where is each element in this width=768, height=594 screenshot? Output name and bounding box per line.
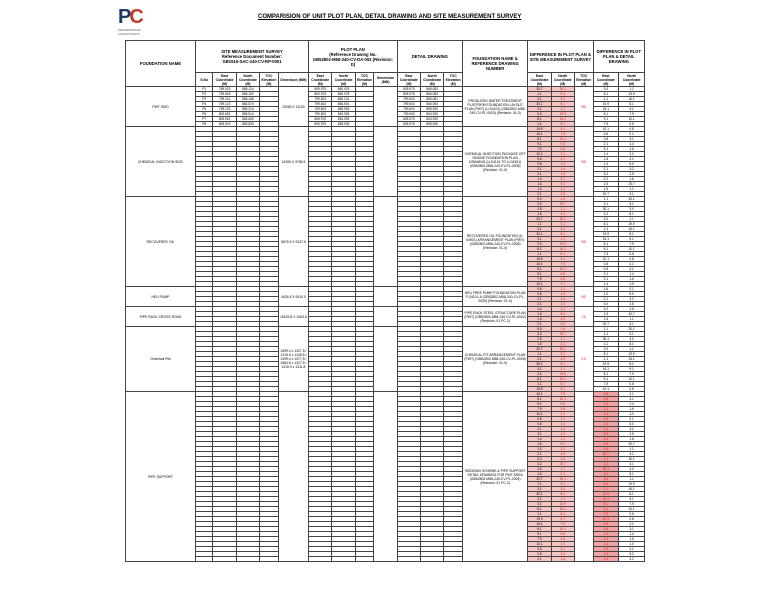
table-row: 0.8 1.4 1.0 5.0 [126, 422, 645, 427]
table-row: 10.1 2.1 1.4 1.0 [126, 412, 645, 417]
diff-detail-header: DIFFERENCE IN PLOT PLAN & DETAIL DRAWING [593, 41, 644, 73]
table-row: 0.6 3.1 1.6 2.1 [126, 417, 645, 422]
toc-diff: BD [574, 197, 593, 287]
foundation-name: RECOVERED OIL [126, 197, 196, 287]
table-row: 3.0 19.9 8.1 7.9 [126, 502, 645, 507]
table-row: 8.1 10.1 0.8 3.1 [126, 397, 645, 402]
table-row: CHEMICAL INJECTION SKID 14265 X 3765.5 CHEMICAL INJECTION PACKAGE OFF SKIDNE FOUNDATION PLAN DRAWING (U-04101 TO U-04301) (GB52802-M58-240-CV-PL-0005) (Revision: 01-0) 19.9 9.1 BD 10.1 0.8 [126, 127, 645, 132]
foundation-name: CHEMICAL INJECTION SKID [126, 127, 196, 197]
table-row: 0.8 1.4 1.0 5.0 [126, 292, 645, 297]
plot-dimension [374, 392, 397, 562]
table-row: 20.7 30.1 3.0 1.1 [126, 477, 645, 482]
table-row: 3.1 1.1 16.1 9.1 [126, 367, 645, 372]
table-row: 2.1 2.5 20.7 3.1 [126, 322, 645, 327]
table-row: 1.6 5.0 2.5 20.7 [126, 312, 645, 317]
table-row: 7.9 0.8 3.1 1.6 [126, 147, 645, 152]
table-row: 30.1 8.1 19.9 8.1 [126, 232, 645, 237]
toc-diff [574, 392, 593, 562]
table-row: 8.1 16.1 9.1 10.1 [126, 507, 645, 512]
site-dimension [278, 392, 308, 562]
toc-diff: BD [574, 287, 593, 307]
foundation-ref: CHEMICAL PIT ARRANGEMENT PLAN (PWT) (GB52802-M58-240-CV-PL-0006) (Revision: 01-0) [462, 327, 527, 392]
table-row: 3.1 1.0 5.0 2.5 [126, 172, 645, 177]
table-row: 5.0 1.6 1.1 30.1 [126, 457, 645, 462]
table-row: 0.6 3.1 1.6 2.1 [126, 157, 645, 162]
table-row: 8.1 10.1 0.8 3.1 [126, 137, 645, 142]
table-row: 10.1 2.1 1.4 1.0 [126, 282, 645, 287]
foundation-ref-header: FOUNDATION NAME & REFERENCE DRAWING NUMBER [462, 41, 527, 87]
foundation-name: PIPE RACK CROSS ROAD [126, 307, 196, 327]
table-row: 2.5 1.1 30.1 3.0 [126, 467, 645, 472]
table-row: 2.1 1.6 2.1 3.2 [126, 297, 645, 302]
site-dimension: 14265 X 3765.5 [278, 127, 308, 197]
toc-diff: 0.0 [574, 327, 593, 392]
table-row: 8.1 16.1 9.1 10.1 [126, 377, 645, 382]
foundation-ref: PIPE RACK STEEL STRUCTURE PLAN (PWT) (GB52802-M58-240-CV-PL-0002) (Revision: 01 PC-2) [462, 307, 527, 327]
table-row: 9.1 0.6 2.1 1.4 [126, 142, 645, 147]
plot-dimension [374, 197, 397, 287]
table-row: 3.1 3.0 1.1 16.1 [126, 357, 645, 362]
foundation-name-header: FOUNDATION NAME [126, 41, 196, 87]
toc-diff: BD [574, 127, 593, 197]
table-row: 3.1 1.0 5.0 2.5 [126, 432, 645, 437]
table-row: 1.1 3.1 8.1 19.9 [126, 352, 645, 357]
toc-diff: BD [574, 87, 593, 127]
table-row: P8 805.943 855.830 805.975 855.925 805.975 855.925 1.1 8.1 7.9 0.6 [126, 122, 645, 127]
table-row: 2.1 2.5 20.7 3.1 [126, 452, 645, 457]
table-row: P2 799.633 858.152 805.975 860.078 805.975 866.083 1.1 3.1 8.1 19.9 [126, 92, 645, 97]
table-row: P3 799.113 858.168 799.603 860.101 799.603 866.081 3.1 3.0 1.1 16.1 [126, 97, 645, 102]
table-row: 3.0 19.9 8.1 7.9 [126, 372, 645, 377]
foundation-ref: SKIDDING SCHEME & PIPE SUPPORT DETAIL DRAWING FOR PWT AREA (GB52802-M58-240-CV-PL-0004) (Revision: 01 PC-2) [462, 392, 527, 562]
site-dimension: 5676.5 X 9137.6 [278, 197, 308, 287]
table-row: 9.1 0.6 2.1 1.4 [126, 532, 645, 537]
table-row: 2.5 1.1 30.1 3.0 [126, 207, 645, 212]
table-row: 1.4 2.1 3.2 1.6 [126, 177, 645, 182]
table-row: 3.1 3.0 1.1 16.1 [126, 227, 645, 232]
table-row: 1.1 3.1 8.1 19.9 [126, 482, 645, 487]
toc-diff: 25 [574, 307, 593, 327]
table-row: 3.1 3.0 1.1 16.1 [126, 487, 645, 492]
table-row: 10.1 2.1 1.4 1.0 [126, 542, 645, 547]
table-row: 2.1 2.5 20.7 3.1 [126, 192, 645, 197]
table-row: 1.4 2.1 3.2 1.6 [126, 437, 645, 442]
site-dimension: 4424.8 X 6410.0 [278, 287, 308, 307]
table-row: 9.1 0.6 2.1 1.4 [126, 402, 645, 407]
foundation-ref: PRODUCED WATER TREATMENT PLATFORM FOUNDATION LAYOUT PLAN (PWT) (U-04101) (GB52802-M58-240-CV-PL-0003) (Revision: 01-0) [462, 87, 527, 127]
diff-site-header: DIFFERENCE IN PLOT PLAN & SITE MEASUREMENT SURVEY [528, 41, 593, 73]
table-row: 1.6 3.1 3.1 8.1 [126, 472, 645, 477]
table-row: 1.6 5.0 2.5 20.7 [126, 182, 645, 187]
table-row: 1.6 5.0 2.5 20.7 [126, 442, 645, 447]
plot-dimension [374, 307, 397, 327]
table-row: 2.1 1.6 2.1 3.2 [126, 167, 645, 172]
table-row: Chemical Pits 1399.4 x 1327.5 / 1315.0 x 1108.8 / 1399.4 x 1377.5 / 1584.6 x 1327.5 / 1315.0 x 1311.8 CHEMICAL PIT ARRANGEMENT PLAN (PWT) (GB52802-M58-240-CV-PL-0006) (Revision: 01-0) 5.0 1.6 0.0 1.1 30.1 [126, 327, 645, 332]
table-row: 2.5 1.1 30.1 3.0 [126, 337, 645, 342]
table-row: 20.7 30.1 3.0 1.1 [126, 347, 645, 352]
plot-plan-header: PLOT PLAN (Reference Drawing No. GB52802-M58-240-CV-DA-002 (Revision: D) [309, 41, 398, 73]
table-row: 3.0 19.9 8.1 7.9 [126, 242, 645, 247]
table-row: 7.9 0.8 3.1 1.6 [126, 277, 645, 282]
table-row: 1.0 3.2 1.6 1.1 [126, 317, 645, 322]
table-row: 7.9 0.8 3.1 1.6 [126, 407, 645, 412]
page-title: COMPARISION OF UNIT PLOT PLAN, DETAIL DRAWING AND SITE MEASUREMENT SURVEY [258, 14, 522, 20]
table-row: 16.1 7.9 0.6 2.1 [126, 132, 645, 137]
table-row: P7 805.951 855.650 805.975 854.925 805.975 854.925 8.1 16.1 9.1 10.1 [126, 117, 645, 122]
table-row: 0.8 1.4 1.0 5.0 [126, 552, 645, 557]
site-dimension: 13080 X 11100 [278, 87, 308, 127]
table-row: 1.1 8.1 7.9 0.6 [126, 382, 645, 387]
plot-dimension [374, 87, 397, 127]
foundation-name: HEU PUMP [126, 287, 196, 307]
foundation-name: PWT SKID [126, 87, 196, 127]
table-row: 1.0 3.2 1.6 1.1 [126, 447, 645, 452]
table-row: 2.1 1.6 2.1 3.2 [126, 557, 645, 562]
table-row: P4 799.123 866.574 799.603 865.501 799.603 866.093 30.1 8.1 19.9 8.1 [126, 102, 645, 107]
table-row: 0.6 3.1 1.6 2.1 [126, 547, 645, 552]
plot-dimension [374, 287, 397, 307]
site-dimension: 1399.4 x 1327.5 / 1315.0 x 1108.8 / 1399.4 x 1377.5 / 1584.6 x 1327.5 / 1315.0 x 1311.8 [278, 327, 308, 392]
table-row: 3.1 1.1 16.1 9.1 [126, 237, 645, 242]
table-row: 8.1 10.1 0.8 3.1 [126, 527, 645, 532]
table-row: 1.6 3.1 3.1 8.1 [126, 212, 645, 217]
site-dimension: 15153.8 X 1063.6 [278, 307, 308, 327]
company-logo: PC PROFESSIONAL CONSULTANTS [118, 6, 142, 36]
foundation-name: Chemical Pits [126, 327, 196, 392]
table-row: 10.1 2.1 1.4 1.0 [126, 152, 645, 157]
table-row: 19.9 9.1 10.1 0.8 [126, 257, 645, 262]
table-row: HEU PUMP 4424.8 X 6410.0 HEU FREE PUMP FOUNDATION PLAN P-04101-A (GB52802-M58-240-CV-PL-0005) (Revision: 01-0) 0.6 3.1 BD 1.6 2.1 [126, 287, 645, 292]
table-row: 1.1 3.1 8.1 19.9 [126, 222, 645, 227]
table-row: PWT SKID P1 789.023 858.124 13080 X 11100 805.975 860.078 805.975 866.083 PRODUCED WATER TREATMENT PLATFORM FOUNDATION LAYOUT PLAN (PWT) (U-04101) (GB52802-M58-240-CV-PL-0003) (Revision: 01-0) 20.7 30.1 BD 3.0 1.1 [126, 87, 645, 92]
table-row: 20.7 30.1 3.0 1.1 [126, 217, 645, 222]
table-row: 1.0 3.2 1.6 1.1 [126, 187, 645, 192]
table-row: 1.6 3.1 3.1 8.1 [126, 342, 645, 347]
table-row: 3.2 20.7 3.1 3.1 [126, 332, 645, 337]
foundation-ref: HEU FREE PUMP FOUNDATION PLAN P-04101-A (GB52802-M58-240-CV-PL-0005) (Revision: 01-0) [462, 287, 527, 307]
table-row: 30.1 8.1 19.9 8.1 [126, 492, 645, 497]
table-row: 0.8 1.4 1.0 5.0 [126, 162, 645, 167]
table-row: RECOVERED OIL 5676.5 X 9137.6 RECOVERED OIL FOUNDATION (U-04901) ARRANGEMENT PLAN (PWT) (GB52802-M58-240-CV-PL-0006) (Revision: 01-0) 5.0 1.6 BD 1.1 30.1 [126, 197, 645, 202]
table-row: 9.1 0.6 2.1 1.4 [126, 272, 645, 277]
site-survey-header: SITE MEASUREMENT SURVEY Reference Document Number: GB1516-SAC-240-CV-RP-0001 [195, 41, 308, 73]
table-row: P5 799.123 855.314 799.603 855.925 799.603 855.925 3.1 1.1 16.1 9.1 [126, 107, 645, 112]
table-row: 19.9 9.1 10.1 0.8 [126, 387, 645, 392]
table-row: 16.1 7.9 0.6 2.1 [126, 522, 645, 527]
table-row: 8.1 10.1 0.8 3.1 [126, 267, 645, 272]
table-row: 1.1 8.1 7.9 0.6 [126, 252, 645, 257]
table-row: 2.1 1.6 2.1 3.2 [126, 427, 645, 432]
table-row: 7.9 0.8 3.1 1.6 [126, 537, 645, 542]
detail-drawing-header: DETAIL DRAWING [397, 41, 462, 73]
table-row: 3.1 1.1 16.1 9.1 [126, 497, 645, 502]
table-row: 3.2 20.7 3.1 3.1 [126, 202, 645, 207]
table-row: PIPE RACK CROSS ROAD 15153.8 X 1063.6 PIPE RACK STEEL STRUCTURE PLAN (PWT) (GB52802-M58-240-CV-PL-0002) (Revision: 01 PC-2) 1.4 2.1 25 3.2 1.6 [126, 307, 645, 312]
table-row: 1.1 8.1 7.9 0.6 [126, 512, 645, 517]
plot-dimension [374, 327, 397, 392]
table-row: 8.1 16.1 9.1 10.1 [126, 247, 645, 252]
foundation-ref: RECOVERED OIL FOUNDATION (U-04901) ARRANGEMENT PLAN (PWT) (GB52802-M58-240-CV-PL-0006) (Revision: 01-0) [462, 197, 527, 287]
comparison-table: FOUNDATION NAME SITE MEASUREMENT SURVEY Reference Document Number: GB1516-SAC-240-CV-RP-0001 PLOT PLAN (Reference Drawing No. GB52802-M58-240-CV-DA-002 (Revision: D) DETAIL DRAWING FOUNDATION NAME & REFERENCE DRAWING NUMBER DIFFERENCE IN PLOT PLAN & SITE MEASUREMENT SURVEY DIFFERENCE IN PLOT PLAN & DETAIL DRAWING S.No East Coordinate (M) North Coordinate (M) TOC Elevation (M) Dimension (MM) East Coordinate (M) North Coordinate (M) TOC Elevation (M) Dimension (MM) East Coordinate (M) North Coordinate (M) TOC Elevation (M) East Coordinate (M) North Coordinate (M) TOC Elevation (M) East Coordinate (M) North Coordinate (M) PWT SKID P1 789.023 858.124 13080 X 11100 805.975 860.078 805.975 866.083 PRODUCED WATER TREATMENT PLATFORM FOUNDATION LAYOUT PLAN (PWT) (U-04101) (GB52802-M58-240-CV-PL-0003) (Revision: 01-0) 20.7 30.1 BD 3.0 1.1 P2 799.633 858.152 805.975 860.078 805.975 866.083 1.1 3.1 8.1 19.9 P3 799.113 858.168 799.603 860.101 799.603 866.081 3.1 3.0 1.1 16.1 P4 799.123 866.574 799.603 865.501 799.603 866.093 30.1 8.1 19.9 8.1 P5 799.123 855.314 799.603 855.925 799.603 855.925 3.1 1.1 16.1 9.1 P6 800.651 855.514 799.603 854.925 799.603 854.925 3.0 19.9 8.1 7.9 P7 805.951 855.650 805.975 854.925 805.975 854.925 8.1 16.1 9.1 10.1 P8 805.943 855.830 805.975 855.925 805.975 855.925 1.1 8.1 7.9 0.6 CHEMICAL INJECTION SKID 14265 X 3765.5 CHEMICAL INJECTION PACKAGE OFF SKIDNE FOUNDATION PLAN DRAWING (U-04101 TO U-04301) (GB52802-M58-240-CV-PL-0005) (Revision: 01-0) 19.9 9.1 BD 10.1 0.8 16.1 7.9 0.6 2.1 8.1 10.1 0.8 3.1 9.1 0.6 2.1 1.4 7.9 0.8 3.1 1.6 10.1 2.1 1.4 1.0 0.6 3.1 1.6 2.1 0.8 1.4 1.0 5.0 2.1 1.6 2.1 3.2 3.1 1.0 5.0 2.5 1.4 2.1 3.2 1.6 1.6 5.0 2.5 20.7 1.0 3.2 1.6 1.1 2.1 2.5 20.7 3.1 RECOVERED OIL 5676.5 X 9137.6 RECOVERED OIL FOUNDATION (U-04901) ARRANGEMENT PLAN (PWT) (GB52802-M58-240-CV-PL-0006) (Revision: 01-0) 5.0 1.6 BD 1.1 30.1 3.2 20.7 3.1 3.1 2.5 1.1 30.1 3.0 1.6 3.1 3.1 8.1 20.7 30.1 3.0 1.1 1.1 3.1 8.1 19.9 3.1 3.0 1.1 16.1 30.1 8.1 19.9 8.1 3.1 1.1 16.1 9.1 3.0 19.9 8.1 7.9 8.1 16.1 9.1 10.1 1.1 8.1 7.9 0.6 19.9 9.1 10.1 0.8 16.1 7.9 0.6 2.1 8.1 10.1 0.8 3.1 9.1 0.6 2.1 1.4 7.9 0.8 3.1 1.6 10.1 2.1 1.4 1.0 HEU PUMP 4424.8 X 6410.0 HEU FREE PUMP FOUNDATION PLAN P-04101-A (GB52802-M58-240-CV-PL-0005) (Revision: 01-0) 0.6 3.1 BD 1.6 2.1 0.8 1.4 1.0 5.0 2.1 1.6 2.1 3.2 3.1 1.0 5.0 2.5 PIPE RACK CROSS ROAD 15153.8 X 1063.6 PIPE RACK STEEL STRUCTURE PLAN (PWT) (GB52802-M58-240-CV-PL-0002) (Revision: 01 PC-2) 1.4 2.1 25 3.2 1.6 1.6 5.0 2.5 20.7 1.0 3.2 1.6 1.1 2.1 2.5 20.7 3.1 Chemical Pits 1399.4 x 1327.5 / 1315.0 x 1108.8 / 1399.4 x 1377.5 / 1584.6 x 1327.5 / 1315.0 x 1311.8 CHEMICAL PIT ARRANGEMENT PLAN (PWT) (GB52802-M58-240-CV-PL-0006) (Revision: 01-0) 5.0 1.6 0.0 1.1 30.1 3.2 20.7 3.1 3.1 2.5 1.1 30.1 3.0 1.6 3.1 3.1 8.1 20.7 30.1 3.0 1.1 1.1 3.1 8.1 19.9 3.1 3.0 1.1 16.1 30.1 8.1 19.9 8.1 3.1 1.1 16.1 9.1 3.0 19.9 8.1 7.9 8.1 16.1 9.1 10.1 1.1 8.1 7.9 0.6 19.9 9.1 10.1 0.8 PIPE SUPPORT SKIDDING SCHEME & PIPE SUPPORT DETAIL DRAWING FOR PWT AREA (GB52802-M58-240-CV-PL-0004) (Revision: 01 PC-2) 16.1 7.9 0.6 2.1 8.1 10.1 0.8 3.1 9.1 0.6 2.1 1.4 7.9 0.8 3.1 1.6 10.1 2.1 1.4 1.0 0.6 3.1 1.6 2.1 0.8 1.4 1.0 5.0 2.1 1.6 2.1 3.2 3.1 1.0 5.0 2.5 1.4 2.1 3.2 1.6 1.6 5.0 2.5 20.7 1.0 3.2 1.6 1.1 2.1 2.5 20.7 3.1 5.0 1.6 1.1 30.1 3.2 20.7 3.1 3.1 2.5 1.1 30.1 3.0 1.6 3.1 3.1 8.1 20.7 30.1 3.0 1.1 1.1 3.1 8.1 19.9 3.1 3.0 1.1 16.1 30.1 8.1 19.9 8.1 3.1 1.1 16.1 9.1 3.0 19.9 8.1 7.9 8.1 16.1 9.1 10.1 1.1 8.1 7.9 0.6 19.9 9.1 10.1 0.8 16.1 7.9 0.6 2.1 8.1 10.1 0.8 3.1 9.1 0.6 2.1 1.4 7.9 0.8 3.1 1.6 10.1 2.1 1.4 1.0 0.6 3.1 1.6 2.1 0.8 1.4 1.0 5.0 2.1 1.6 2.1 3.2 [125, 40, 645, 562]
table-row: 3.1 1.0 5.0 2.5 [126, 302, 645, 307]
foundation-ref: CHEMICAL INJECTION PACKAGE OFF SKIDNE FOUNDATION PLAN DRAWING (U-04101 TO U-04301) (GB52802-M58-240-CV-PL-0005) (Revision: 01-0) [462, 127, 527, 197]
foundation-name: PIPE SUPPORT [126, 392, 196, 562]
table-row: 16.1 7.9 0.6 2.1 [126, 262, 645, 267]
table-row: 3.2 20.7 3.1 3.1 [126, 462, 645, 467]
table-row: PIPE SUPPORT SKIDDING SCHEME & PIPE SUPPORT DETAIL DRAWING FOR PWT AREA (GB52802-M58-240-CV-PL-0004) (Revision: 01 PC-2) 16.1 7.9 0.6 2.1 [126, 392, 645, 397]
table-row: P6 800.651 855.514 799.603 854.925 799.603 854.925 3.0 19.9 8.1 7.9 [126, 112, 645, 117]
plot-dimension [374, 127, 397, 197]
table-row: 30.1 8.1 19.9 8.1 [126, 362, 645, 367]
table-row: 19.9 9.1 10.1 0.8 [126, 517, 645, 522]
